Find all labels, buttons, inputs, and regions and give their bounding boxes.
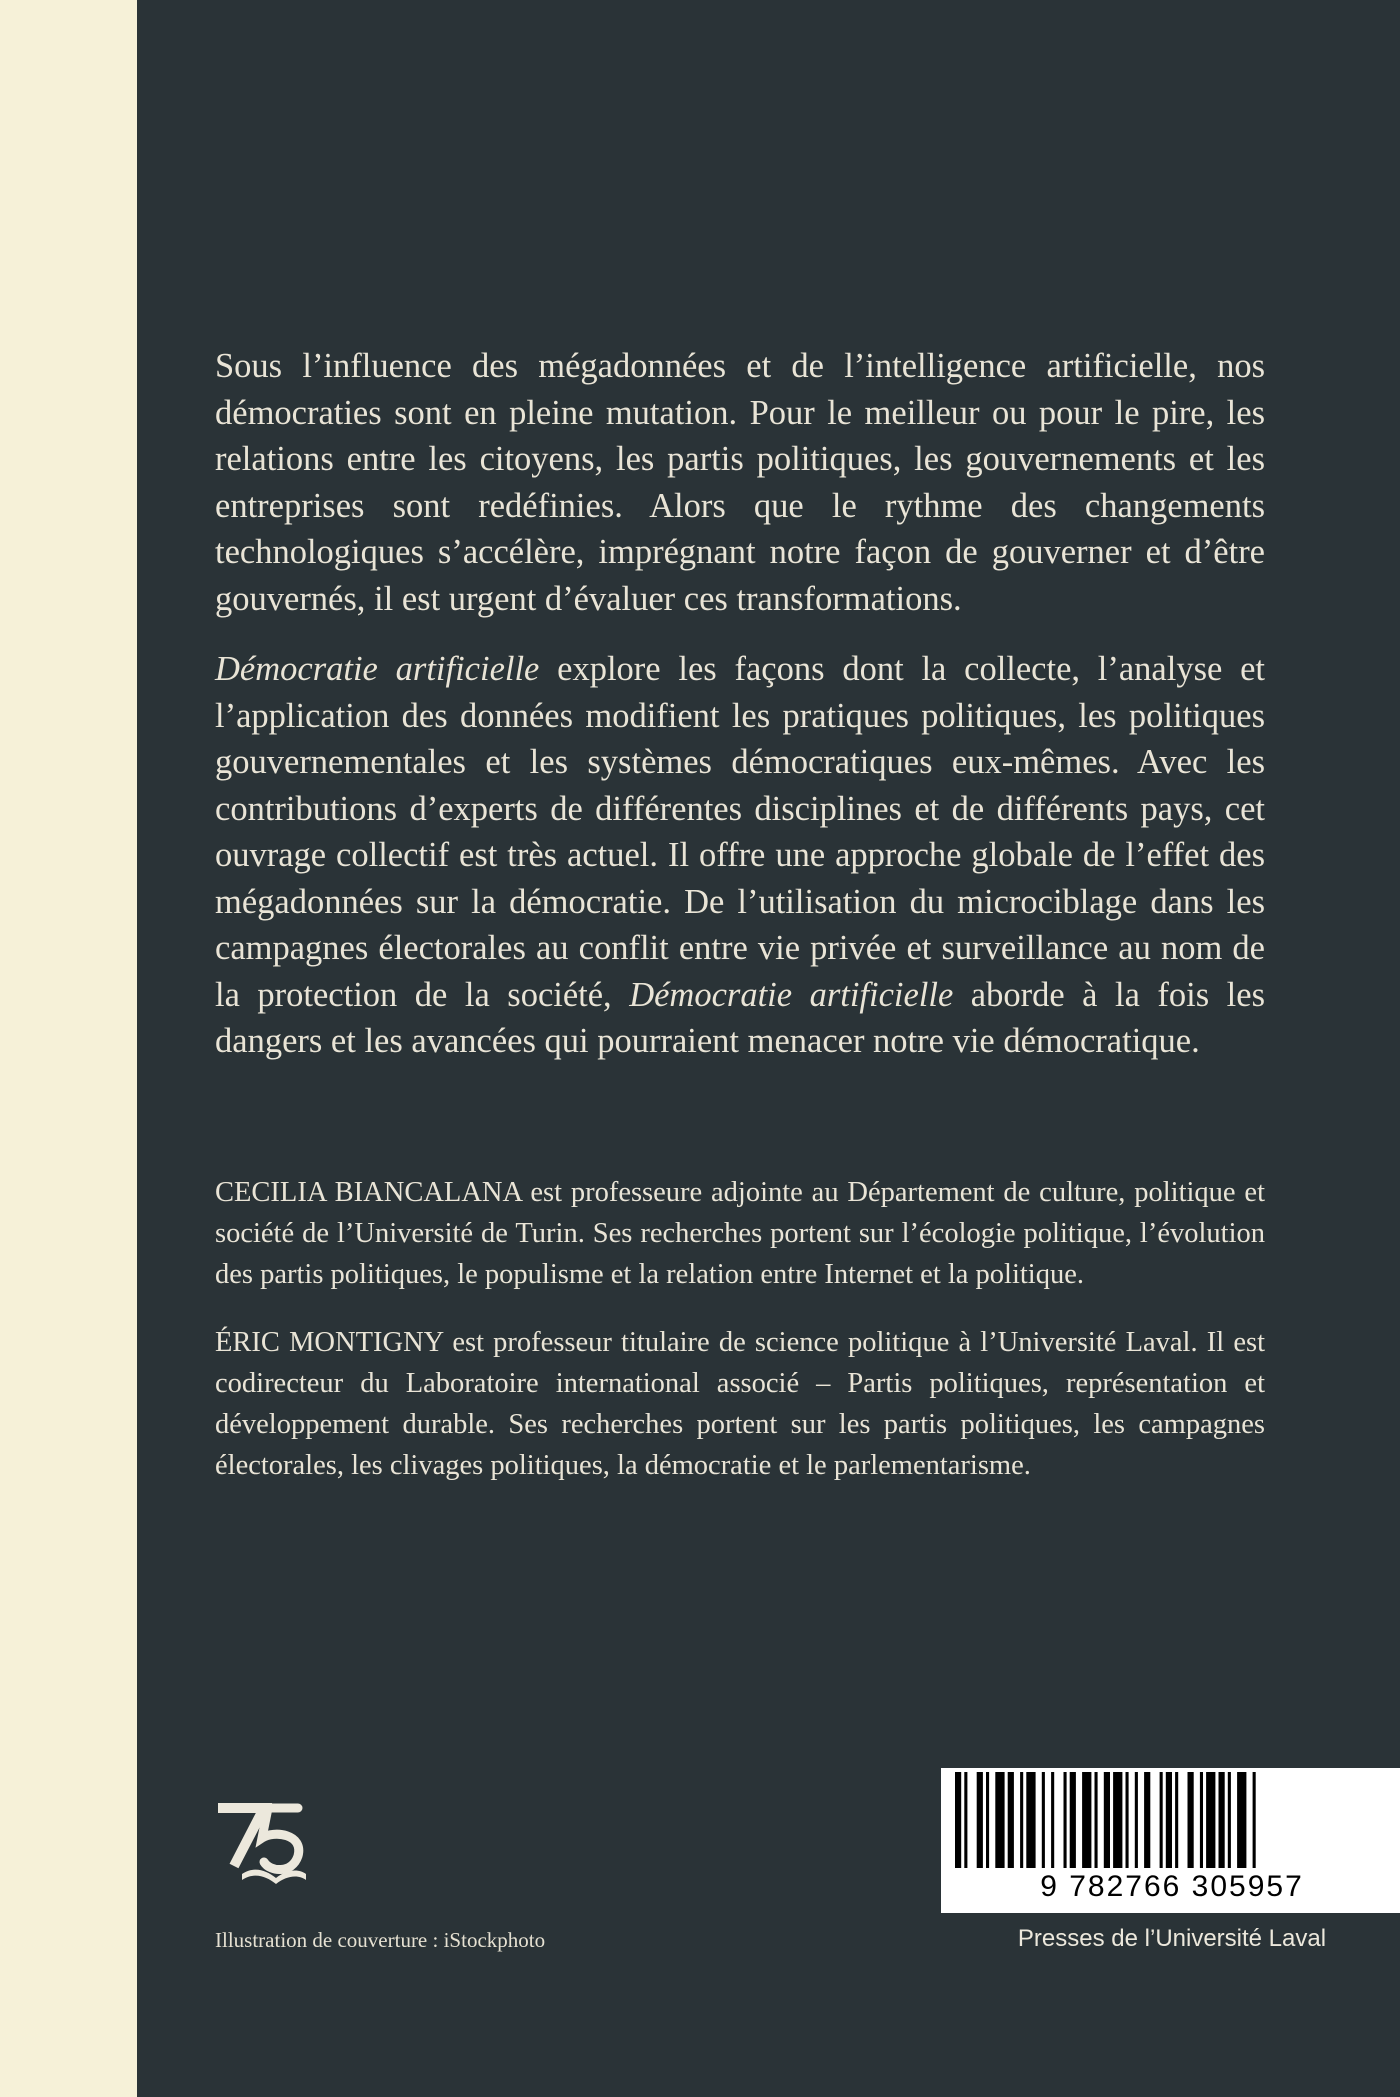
description-paragraph-2: Démocratie artificielle explore les façons dont la collecte, l’analyse et l’application des données modifient les pratiques politiques, les politiques gouvernementales et les systèmes démocratiques eux-mêmes. Avec les contributions d’experts de différentes disciplines et de différents pays, cet ouvrage collectif est très actuel. Il offre une approche globale de l’effet des mégadonnées sur la démocratie. De l’utilisation du microciblage dans les campagnes électorales au conflit entre vie privée et surveillance au nom de la protection de la société, Démocratie artificielle aborde à la fois les dangers et les avancées qui pourraient menacer notre vie démocratique. [215, 650, 1266, 1060]
author-bio: CECILIA BIANCALANA est professeure adjointe au Département de culture, politique et société de l’Université de Turin. Ses recherches portent sur l’écologie politique, l’évolution des partis politiques, le populisme et la relation entre Internet et la politique. [215, 1177, 1265, 1290]
book-75-anniversary-icon [212, 1800, 312, 1890]
anniversary-75-logo [212, 1800, 312, 1890]
book-description [215, 343, 1265, 1065]
barcode-bars [941, 1768, 1400, 1868]
book-spine-strip [0, 0, 137, 2097]
cover-illustration-credit: Illustration de couverture : iStockphoto [215, 1928, 546, 1952]
isbn-barcode [941, 1768, 1400, 1913]
author-bios [215, 1172, 1265, 1486]
description-paragraph-1: Sous l’influence des mégadonnées et de l’intelligence artificielle, nos démocraties sont en pleine mutation. Pour le meilleur ou pour le pire, les relations entre les citoyens, les partis politiques, les gouvernements et les entreprises sont redéfinies. Alors que le rythme des changements technologiques s’accélère, imprégnant notre façon de gouverner et d’être gouvernés, il est urgent d’évaluer ces transformations. [215, 347, 1265, 618]
author-bio: ÉRIC MONTIGNY est professeur titulaire de science politique à l’Université Laval. Il est codirecteur du Laboratoire international associé – Partis politiques, représentation et développement durable. Ses recherches portent sur les partis politiques, les campagnes électorales, les clivages politiques, la démocratie et le parlementarisme. [215, 1327, 1265, 1481]
isbn-number: 9 782766 305957 [1040, 1870, 1304, 1903]
back-cover-panel [137, 0, 1400, 2097]
book-title-italic: Démocratie artificielle [629, 975, 954, 1014]
book-title-italic: Démocratie artificielle [215, 650, 540, 688]
publisher-name: Presses de l’Université Laval [1017, 1925, 1327, 1952]
